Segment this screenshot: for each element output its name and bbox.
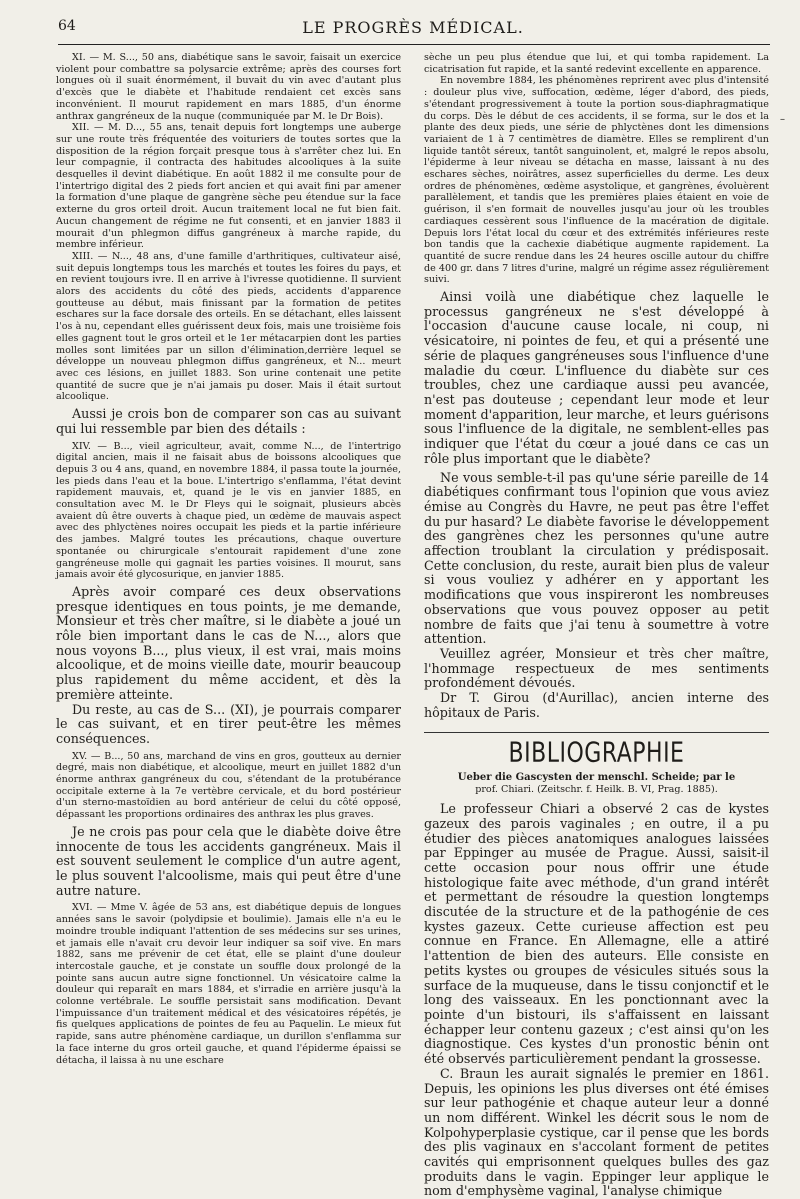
diabete-complice-paragraph: Je ne crois pas pour cela que le diabète doive être innocente de tous les accidents gangréneux. Mais il est souvent seulement le complice d'un autre agent, le plus souvent l'alcoolisme, mais qui peut être d'une autre nature. xyxy=(56,823,401,898)
case-xi-paragraph: XI. — M. S..., 50 ans, diabétique sans le savoir, faisait un exercice violent pour combattre sa polysarcie extrême; après des courses fort longues où il suait énormément, il buvait du vin avec d'autant plus d'excès que le diabète et l'habitude rendaient cet excès sans inconvénient. Il mourut rapidement en mars 1885, d'un énorme anthrax gangréneux de la nuque (communiquée par M. le Dr Bois). xyxy=(56,52,401,122)
chiari-paragraph: Le professeur Chiari a observé 2 cas de kystes gazeux des parois vaginales ; en outre, il a pu étudier des pièces anatomiques analogues laissées par Eppinger au musée de Prague. Aussi, saisit-il cette occasion pour nous offrir une étude histologique faite avec méthode, d'un grand intérêt et permettant de résoudre la question longtemps discutée de la structure et de la pathogénie de ces kystes gazeux. Cette curieuse affection est peu connue en France. En Allemagne, elle a attiré l'attention de bien des auteurs. Elle consiste en petits kystes ou groupes de vésicules situés sous la surface de la muqueuse, dans le tissu conjonctif et le long des vaisseaux. En les ponctionnant avec la pointe d'un bistouri, ils s'affaissent en laissant échapper leur contenu gazeux ; c'est ainsi qu'on les diagnostique. Ces kystes d'un pronostic bénin ont été observés particulièrement pendant la grossesse. xyxy=(424,801,769,1067)
left-column xyxy=(56,52,401,1066)
bibliography-section xyxy=(424,732,769,770)
bibliography-entry-reference: prof. Chiari. (Zeitschr. f. Heilk. B. VI, Prag. 1885). xyxy=(475,784,718,796)
salutation-paragraph: Veuillez agréer, Monsieur et très cher maître, l'hommage respectueux de mes sentiments profondément dévoués. xyxy=(424,645,769,691)
case-xii-paragraph: XII. — M. D..., 55 ans, tenait depuis fort longtemps une auberge sur une route très fréquentée des voituriers de toutes sortes que la disposition de la région forçait presque tous à s'arrêter chez lui. En leur compagnie, il contracta des habitudes alcooliques à la suite desquelles il devint diabétique. En août 1882 il me consulte pour de l'intertrigo digital des 2 pieds fort ancien et qui avait fini par amener la formation d'une plaque de gangrène sèche peu étendue sur la face externe du gros orteil droit. Aucun traitement local ne fut bien fait. Aucun changement de régime ne fut consenti, et en janvier 1883 il mourait d'un phlegmon diffus gangréneux à marche rapide, du membre inférieur. xyxy=(56,122,401,251)
case-xvi-paragraph: XVI. — Mme V. âgée de 53 ans, est diabétique depuis de longues années sans le savoir (polydipsie et boulimie). Jamais elle n'a eu le moindre trouble indiquant l'attention de ses médecins sur ses urines, et jamais elle n'avait cru devoir leur indiquer sa soif vive. En mars 1882, sans me prévenir de cet état, elle se plaint d'une douleur intercostale gauche, et je constate un souffle doux prolongé de la pointe sans aucun autre signe fonctionnel. Un vésicatoire calme la douleur qui reparaît en mars 1884, et s'irradie en arrière jusqu'à la colonne vertébrale. Le souffle persistait sans modification. Devant l'impuissance d'un traitement médical et des vésicatoires répétés, je fis quelques applications de pointes de feu au Paquelin. Le mieux fut rapide, sans autre phénomène cardiaque, un durillon s'enflamma sur la face interne du gros orteil gauche, et quand l'épiderme épaissi se détacha, il laissa à nu une eschare xyxy=(56,902,401,1066)
november-paragraph: En novembre 1884, les phénomènes reprirent avec plus d'intensité : douleur plus vive, suffocation, œdème, léger d'abord, des pieds, s'étendant progressivement à toute la portion sous-diaphragmatique du corps. Dès le début de ces accidents, il se forma, sur le dos et la plante des deux pieds, une série de phlyctènes dont les dimensions variaient de 1 à 7 centimètres de diamètre. Elles se remplirent d'un liquide tantôt séreux, tantôt sanguinolent, et, malgré le repos absolu, l'épiderme à leur niveau se détacha en masse, laissant à nu des eschares sèches, noirâtres, assez superficielles du derme. Les deux ordres de phénomènes, œdème asystolique, et gangrènes, évoluèrent parallèlement, et tandis que les premières plaies étaient en voie de guérison, il s'en formait de nouvelles jusqu'au jour où les troubles cardiaques cessèrent sous l'influence de la macération de digitale. Depuis lors l'état local du cœur et des extrémités inférieures reste bon tandis que la cachexie diabétique augmente rapidement. La quantité de sucre rendue dans les 24 heures oscille autour du chiffre de 400 gr. dans 7 litres d'urine, malgré un régime assez régulièrement suivi. xyxy=(424,75,769,286)
bibliography-entry-title xyxy=(424,772,769,784)
bibliography-entry-title-text: Ueber die Gascysten der menschl. Scheide; par le xyxy=(457,772,736,784)
congres-paragraph: Ne vous semble-t-il pas qu'une série pareille de 14 diabétiques confirmant tous l'opinion que vous aviez émise au Congrès du Havre, ne peut pas être l'effet du pur hasard? Le diabète favorise le développement des gangrènes chez les personnes qu'une autre affection troublant la circulation y prédisposait. Cette conclusion, du reste, aurait bien plus de valeur si vous vouliez y adhérer en y apportant les modifications que vous inspireront les nombreuses observations que vous pouvez opposer au petit nombre de faits que j'ai tenu à soumettre à votre attention. xyxy=(424,469,769,647)
reste-paragraph: Du reste, au cas de S... (XI), je pourrais comparer le cas suivant, et en tirer peut-être les mêmes conséquences. xyxy=(56,701,401,746)
signature-paragraph: Dr T. Girou (d'Aurillac), ancien interne des hôpitaux de Paris. xyxy=(424,690,769,720)
case-xv-paragraph: XV. — B..., 50 ans, marchand de vins en gros, goutteux au dernier degré, mais non diabétique, et alcoolique, meurt en juillet 1882 d'un énorme anthrax gangréneux du cou, s'étendant de la protubérance occipitale externe à la 7e vertèbre cervicale, et du bord postérieur d'un sterno-mastoïdien au bord antérieur de celui du côté opposé, dépassant les proportions ordinaires des anthrax les plus graves. xyxy=(56,750,401,821)
bibliography-heading: BIBLIOGRAPHIE xyxy=(508,738,685,770)
case-xvi-continued-paragraph: sèche un peu plus étendue que lui, et qui tomba rapidement. La cicatrisation fut rapide, et la santé redevint excellente en apparence. xyxy=(424,52,769,75)
case-xiv-paragraph: XIV. — B..., vieil agriculteur, avait, comme N..., de l'intertrigo digital ancien, mais il ne faisait abus de boissons alcooliques que depuis 3 ou 4 ans, quand, en novembre 1884, il passa toute la journée, les pieds dans l'eau et la boue. L'intertrigo s'enflamma, l'état devint rapidement mauvais, et, quand je le vis en janvier 1885, en consultation avec M. le Dr Fleys qui le soignait, plusieurs abcès avaient dû être ouverts à chaque pied, un œdème de mauvais aspect avec des phlyctènes noires occupait les pieds et la partie inférieure des jambes. Malgré toutes les précautions, chaque ouverture spontanée ou chirurgicale s'entourait rapidement d'une zone gangréneuse molle qui gagnait les parties voisines. Il mourut, sans jamais avoir été glycosurique, en janvier 1885. xyxy=(56,440,401,581)
braun-paragraph: C. Braun les aurait signalés le premier en 1861. Depuis, les opinions les plus diverses ont été émises sur leur pathogénie et chaque auteur leur a donné un nom différent. Winkel les décrit sous le nom de Kolpohyperplasie cystique, car il pense que les bords des plis vaginaux en s'accolant forment de petites cavités qui emprisonnent quelques bulles des gaz produits dans le vagin. Eppinger leur applique le nom d'emphysème vaginal, l'analyse chimique xyxy=(424,1065,769,1199)
comparison-intro-paragraph: Aussi je crois bon de comparer son cas au suivant qui lui ressemble par bien des détails : xyxy=(56,406,401,436)
header-rule xyxy=(58,44,770,45)
journal-title: LE PROGRÈS MÉDICAL. xyxy=(302,18,524,37)
margin-mark: – xyxy=(780,114,785,125)
case-xiii-paragraph: XIII. — N..., 48 ans, d'une famille d'arthritiques, cultivateur aisé, suit depuis longtemps tous les marchés et toutes les foires du pays, et en revient toujours ivre. Il en arrive à l'ivresse quotidienne. Il survient alors des accidents du côté des pieds, accidents d'apparence goutteuse au début, mais finissant par la formation de petites eschares sur la face dorsale des orteils. En se détachant, elles laissent l'os à nu, cependant elles guérissent deux fois, mais une troisième fois elles gagnent tout le gros orteil et le 1er métacarpien dont les parties molles sont limitées par un sillon d'élimination,derrière lequel se développe un nouveau phlegmon diffus gangréneux, et N... meurt avec ces lésions, en juillet 1883. Son urine contenait une petite quantité de sucre que je n'ai jamais pu doser. Mais il était surtout alcoolique. xyxy=(56,250,401,403)
comparison-paragraph: Après avoir comparé ces deux observations presque identiques en tous points, je me demande, Monsieur et très cher maître, si le diabète a joué un rôle bien important dans le cas de N..., alors que nous voyons B..., plus vieux, il est vrai, mais moins alcoolique, et de moins vieille date, mourir beaucoup plus rapidement du même accident, et dès la première atteinte. xyxy=(56,583,401,702)
page-header xyxy=(58,18,768,40)
page-number: 64 xyxy=(58,18,76,34)
right-column xyxy=(424,52,769,1199)
conclusion-case-paragraph: Ainsi voilà une diabétique chez laquelle le processus gangréneux ne s'est développé à l'occasion d'aucune cause locale, ni coup, ni vésicatoire, ni pointes de feu, et qui a présenté une série de plaques gangréneuses sous l'influence d'une maladie du cœur. L'influence du diabète sur ces troubles, chez une cardiaque aussi peu avancée, n'est pas douteuse ; cependant leur mode et leur moment d'apparition, leur marche, et leurs guérisons sous l'influence de la digitale, ne semblent-elles pas indiquer que l'état du cœur a joué dans ce cas un rôle plus important que le diabète? xyxy=(424,289,769,466)
